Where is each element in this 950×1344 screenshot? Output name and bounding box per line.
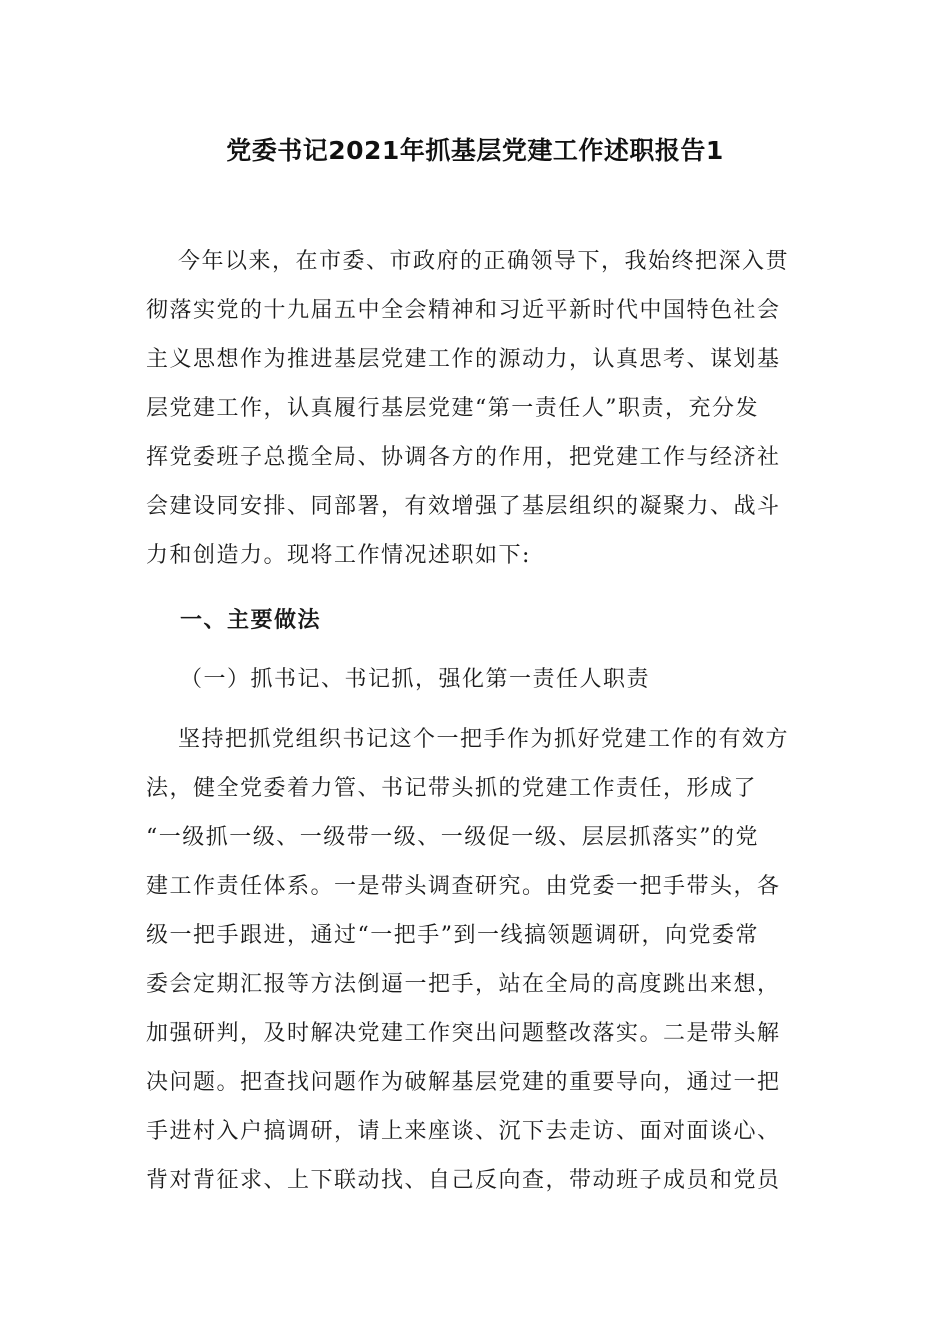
text-line: 层党建工作，认真履行基层党建“第一责任人”职责，充分发 xyxy=(146,396,759,421)
text-line: 决问题。把查找问题作为破解基层党建的重要导向，通过一把 xyxy=(146,1070,781,1095)
section-heading: 一、主要做法 xyxy=(180,608,322,633)
text-line: “一级抓一级、一级带一级、一级促一级、层层抓落实”的党 xyxy=(146,825,759,850)
text-line: 加强研判，及时解决党建工作突出问题整改落实。二是带头解 xyxy=(146,1021,781,1046)
text-line: 背对背征求、上下联动找、自己反向查，带动班子成员和党员 xyxy=(146,1168,781,1193)
text-line: 坚持把抓党组织书记这个一把手作为抓好党建工作的有效方 xyxy=(178,727,790,752)
text-line: 主义思想作为推进基层党建工作的源动力，认真思考、谋划基 xyxy=(146,347,781,372)
text-line: 会建设同安排、同部署，有效增强了基层组织的凝聚力、战斗 xyxy=(146,494,781,519)
text-line: 法，健全党委着力管、书记带头抓的党建工作责任，形成了 xyxy=(146,776,758,801)
text-line: 彻落实党的十九届五中全会精神和习近平新时代中国特色社会 xyxy=(146,298,781,323)
subsection-heading: （一）抓书记、书记抓，强化第一责任人职责 xyxy=(180,667,651,692)
document-title: 党委书记2021年抓基层党建工作述职报告1 xyxy=(226,136,724,165)
text-line: 手进村入户搞调研，请上来座谈、沉下去走访、面对面谈心、 xyxy=(146,1119,781,1144)
text-line: 今年以来，在市委、市政府的正确领导下，我始终把深入贯 xyxy=(178,249,790,274)
text-line: 委会定期汇报等方法倒逼一把手，站在全局的高度跳出来想， xyxy=(146,972,781,997)
body-paragraph xyxy=(146,715,806,1205)
intro-paragraph xyxy=(146,237,806,580)
text-line: 级一把手跟进，通过“一把手”到一线搞领题调研，向党委常 xyxy=(146,923,759,948)
text-line: 力和创造力。现将工作情况述职如下: xyxy=(146,543,531,568)
text-line: 建工作责任体系。一是带头调查研究。由党委一把手带头，各 xyxy=(146,874,781,899)
text-line: 挥党委班子总揽全局、协调各方的作用，把党建工作与经济社 xyxy=(146,445,781,470)
